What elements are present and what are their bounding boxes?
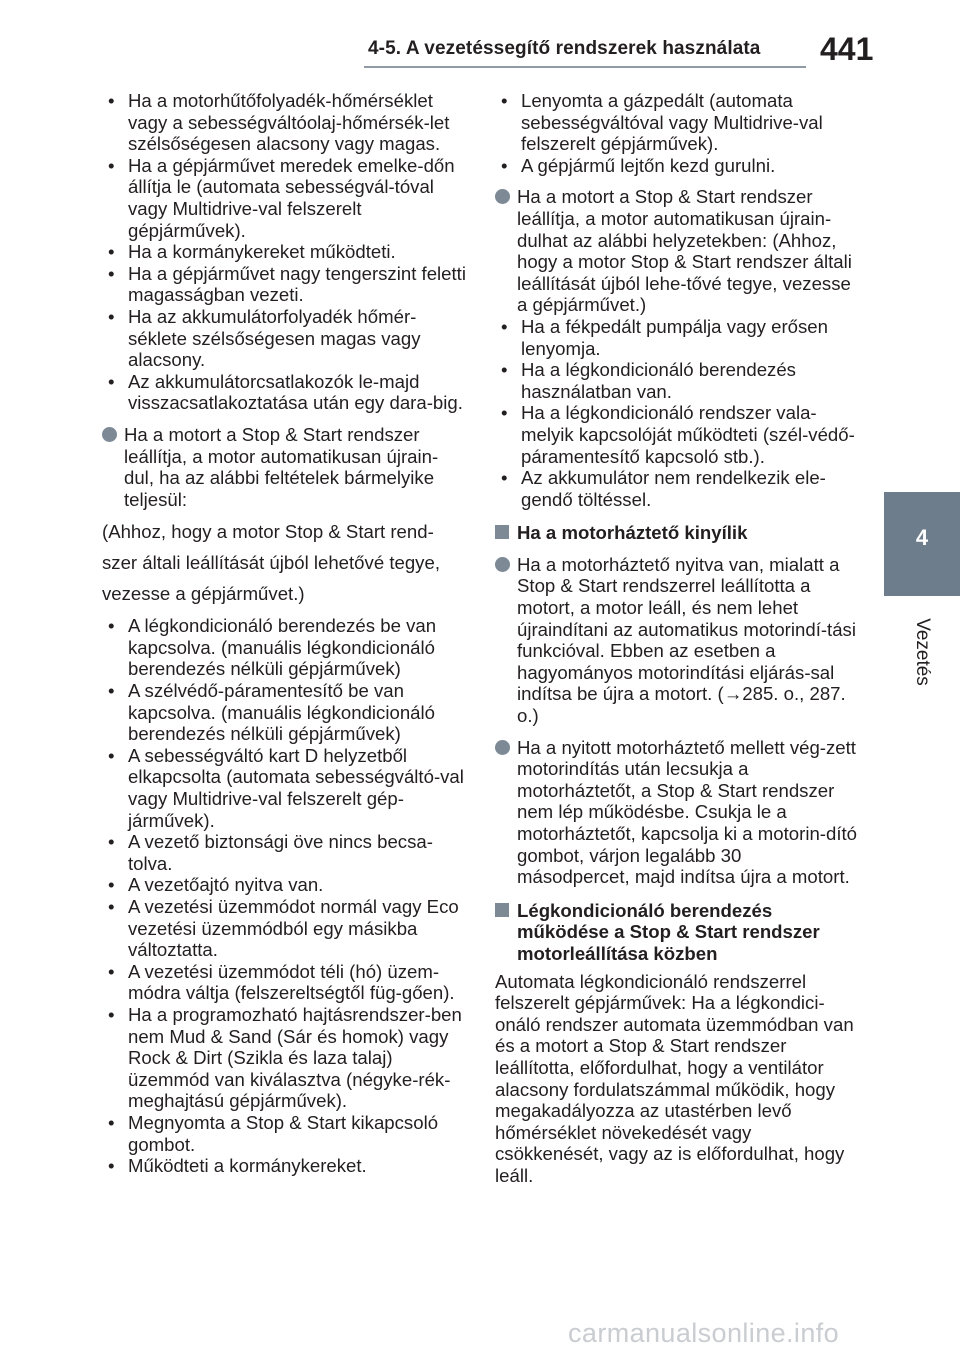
list-item: • A vezető biztonsági öve nincs becsa-tolva. — [102, 831, 466, 874]
page-number: 441 — [820, 31, 874, 67]
circle-bullet-icon — [495, 189, 510, 204]
right-column — [495, 90, 857, 1187]
list-item: • Ha a gépjárművet nagy tengerszint feletti magasságban vezeti. — [102, 263, 466, 306]
circle-bullet-icon — [495, 557, 510, 572]
list-item: • Ha az akkumulátorfolyadék hőmér-séklete szélsőségesen magas vagy alacsony. — [102, 306, 466, 371]
list-item: • Ha a kormánykereket működteti. — [102, 241, 466, 263]
circle-paragraph — [495, 186, 857, 316]
list-item: • A vezetési üzemmódot téli (hó) üzem-módra váltja (felszereltségtől füg-gően). — [102, 961, 466, 1004]
chapter-number: 4 — [915, 525, 929, 550]
list-item: • Ha a légkondicionáló berendezés használatban van. — [495, 359, 857, 402]
left-column — [102, 90, 466, 1177]
circle-paragraph-text: Ha a motort a Stop & Start rendszer leállítja, a motor automatikusan újrain-dul, ha az alábbi feltételek bármelyike teljesül: — [124, 423, 439, 510]
list-item: • Megnyomta a Stop & Start kikapcsoló gombot. — [102, 1112, 466, 1155]
list-item: • A gépjármű lejtőn kezd gurulni. — [495, 155, 857, 177]
list-item: • Ha a légkondicionáló rendszer vala-melyik kapcsolóját működteti (szél-védő-páramentesítő kapcsoló stb.). — [495, 402, 857, 467]
section-title: 4-5. A vezetéssegítő rendszerek használata — [368, 38, 761, 59]
circle-paragraph-text: Ha a motorháztető nyitva van, mialatt a Stop & Start rendszerrel leállította a motort, a motor leáll, és nem lehet újraindítani az automatikus motorindí-tási funkcióval. Ebben az esetben a hagyományos motorindítási eljárás-sal indítsa be újra a motort. (→285. o., 287. o.) — [517, 553, 856, 727]
circle-bullet-icon — [102, 427, 117, 442]
circle-paragraph — [102, 424, 466, 510]
list-item: • Ha a gépjárművet meredek emelke-dőn állítja le (automata sebességvál-tóval vagy Multidrive-val felszerelt gépjárművek). — [102, 155, 466, 241]
chapter-label: Vezetés — [912, 618, 933, 686]
section-heading — [495, 900, 857, 965]
list-item: • Az akkumulátor nem rendelkezik ele-gendő töltéssel. — [495, 467, 857, 510]
list-item: • Ha a programozható hajtásrendszer-ben nem Mud & Sand (Sár és homok) vagy Rock & Dirt (Szikla és laza talaj) üzemmód van kiválasztva (négyke-rék-meghajtású gépjárművek). — [102, 1004, 466, 1112]
list-item: • A szélvédő-páramentesítő be van kapcsolva. (manuális légkondicionáló berendezés nélküli gépjárművek) — [102, 680, 466, 745]
list-item: • Lenyomta a gázpedált (automata sebességváltóval vagy Multidrive-val felszerelt gépjárművek). — [495, 90, 857, 155]
list-item: • Az akkumulátorcsatlakozók le-majd visszacsatlakoztatása után egy dara-big. — [102, 371, 466, 414]
square-bullet-icon — [495, 903, 509, 917]
note-paragraph: (Ahhoz, hogy a motor Stop & Start rend-szer általi leállítását újból lehetővé tegye, vezesse a gépjárművet.) — [102, 521, 440, 605]
circle-paragraph-text: Ha a nyitott motorháztető mellett vég-zett motorindítás után lecsukja a motorháztetőt, a Stop & Start rendszer nem lép működésbe. Csukja le a motorháztetőt, kapcsolja ki a motorin-dító gombot, várjon legalább 30 másodpercet, majd indítsa újra a motort. — [517, 736, 858, 888]
header-rule — [364, 66, 806, 68]
square-bullet-icon — [495, 525, 509, 539]
circle-paragraph — [495, 737, 857, 888]
list-item: • Működteti a kormánykereket. — [102, 1155, 466, 1177]
body-paragraph: Automata légkondicionáló rendszerrel felszerelt gépjárművek: Ha a légkondici-onáló rendszer automata üzemmódban van és a motort a Stop & Start rendszer leállította, előfordulhat, hogy a ventilátor alacsony fordulatszámmal működik, hogy megakadályozza az utastérben levő hőmérséklet növekedését vagy csökkenését, vagy az is előfordulhat, hogy leáll. — [495, 970, 854, 1186]
list-item: • A légkondicionáló berendezés be van kapcsolva. (manuális légkondicionáló berendezés nélküli gépjárművek) — [102, 615, 466, 680]
list-item: • Ha a fékpedált pumpálja vagy erősen lenyomja. — [495, 316, 857, 359]
circle-bullet-icon — [495, 740, 510, 755]
list-item: • Ha a motorhűtőfolyadék-hőmérséklet vagy a sebességváltóolaj-hőmérsék-let szélsőségesen alacsony vagy magas. — [102, 90, 466, 155]
circle-paragraph — [495, 554, 857, 727]
section-heading-text: Ha a motorháztető kinyílik — [517, 522, 748, 544]
condition-list — [102, 615, 466, 1176]
list-item: • A vezetési üzemmódot normál vagy Eco vezetési üzemmódból egy másikba változtatta. — [102, 896, 466, 961]
watermark: carmanualsonline.info — [568, 1318, 840, 1348]
circle-paragraph-text: Ha a motort a Stop & Start rendszer leállítja, a motor automatikusan újrain-dulhat az alábbi helyzetekben: (Ahhoz, hogy a motor Stop & Start rendszer általi leállítását újból lehe-tővé tegye, vezesse a gépjárművet.) — [517, 186, 852, 316]
list-item: • A sebességváltó kart D helyzetből elkapcsolta (automata sebességváltó-val vagy Multidrive-val felszerelt gép-járművek). — [102, 745, 466, 831]
list-item: • A vezetőajtó nyitva van. — [102, 874, 466, 896]
section-heading-text: Légkondicionáló berendezés működése a Stop & Start rendszer motorleállítása közben — [517, 899, 820, 964]
chapter-label-wrap — [884, 602, 960, 702]
section-heading — [495, 522, 857, 544]
